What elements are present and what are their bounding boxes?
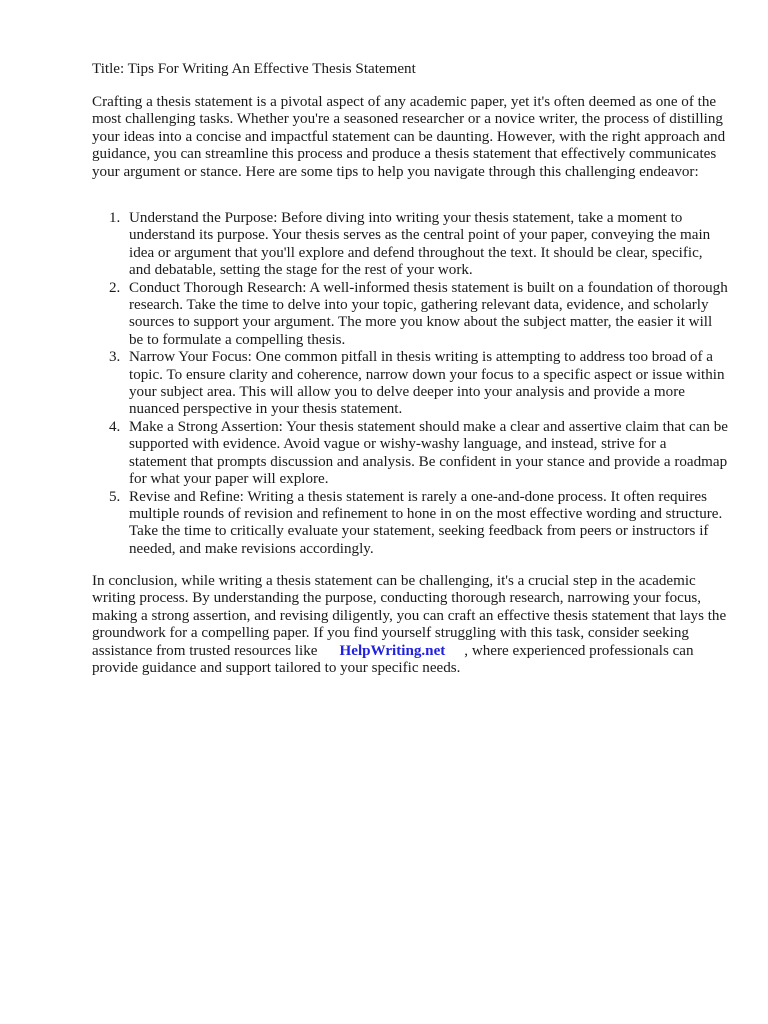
- conclusion-text-end: , where experienced professionals can provide guidance and support tailored to your specific needs.: [92, 642, 694, 677]
- intro-paragraph: Crafting a thesis statement is a pivotal aspect of any academic paper, yet it's often deemed as one of the most challenging tasks. Whether you're a seasoned researcher or a novice writer, the process of distilling your ideas into a concise and impactful statement can be daunting. However, with the right approach and guidance, you can streamline this process and produce a thesis statement that effectively communicates your argument or stance. Here are some tips to help you navigate through this challenging endeavor:: [92, 94, 726, 180]
- conclusion-paragraph: [92, 573, 728, 677]
- list-item-number: 4.: [109, 418, 121, 435]
- list-item: [92, 489, 728, 559]
- list-item-text: Make a Strong Assertion: Your thesis statement should make a clear and assertive claim that can be supported with evidence. Avoid vague or wishy-washy language, and instead, strive for a statement that prompts discussion and analysis. Be confident in your stance and provide a roadmap for what your paper will explore.: [129, 418, 728, 488]
- list-item: [92, 280, 728, 350]
- list-item: [92, 419, 728, 489]
- list-item-number: 5.: [109, 488, 121, 505]
- list-item-number: 1.: [109, 210, 121, 226]
- list-item-text: Conduct Thorough Research: A well-informed thesis statement is built on a foundation of thorough research. Take the time to delve into your topic, gathering relevant data, evidence, and scholarly sources to support your argument. The more you know about the subject matter, the easier it will be to formulate a compelling thesis.: [129, 279, 728, 348]
- list-item-number: 2.: [109, 279, 121, 296]
- helpwriting-link[interactable]: HelpWriting.net: [339, 642, 446, 659]
- list-item-text: Understand the Purpose: Before diving into writing your thesis statement, take a moment to understand its purpose. Your thesis serves as the central point of your paper, conveying the main idea or argument that you'll explore and defend throughout the text. It should be clear, specific, and debatable, setting the stage for the rest of your work.: [129, 210, 711, 279]
- list-item: [92, 210, 728, 280]
- list-item: [92, 349, 728, 419]
- tips-list: [92, 210, 728, 558]
- list-item-number: 3.: [109, 349, 121, 366]
- document-title: Title: Tips For Writing An Effective Thesis Statement: [92, 61, 416, 77]
- list-item-text: Revise and Refine: Writing a thesis statement is rarely a one-and-done process. It often requires multiple rounds of revision and refinement to hone in on the most effective wording and structure. Take the time to critically evaluate your statement, seeking feedback from peers or instructors if needed, and make revisions accordingly.: [129, 488, 723, 557]
- list-item-text: Narrow Your Focus: One common pitfall in thesis writing is attempting to address too broad of a topic. To ensure clarity and coherence, narrow down your focus to a specific aspect or issue within your subject area. This will allow you to delve deeper into your analysis and provide a more nuanced perspective in your thesis statement.: [129, 349, 725, 418]
- conclusion-text: In conclusion, while writing a thesis statement can be challenging, it's a crucial step in the academic writing process. By understanding the purpose, conducting thorough research, narrowing your focus, making a strong assertion, and revising diligently, you can craft an effective thesis statement that lays the groundwork for a compelling paper. If you find yourself struggling with this task, consider seeking assistance from trusted resources like: [92, 573, 727, 659]
